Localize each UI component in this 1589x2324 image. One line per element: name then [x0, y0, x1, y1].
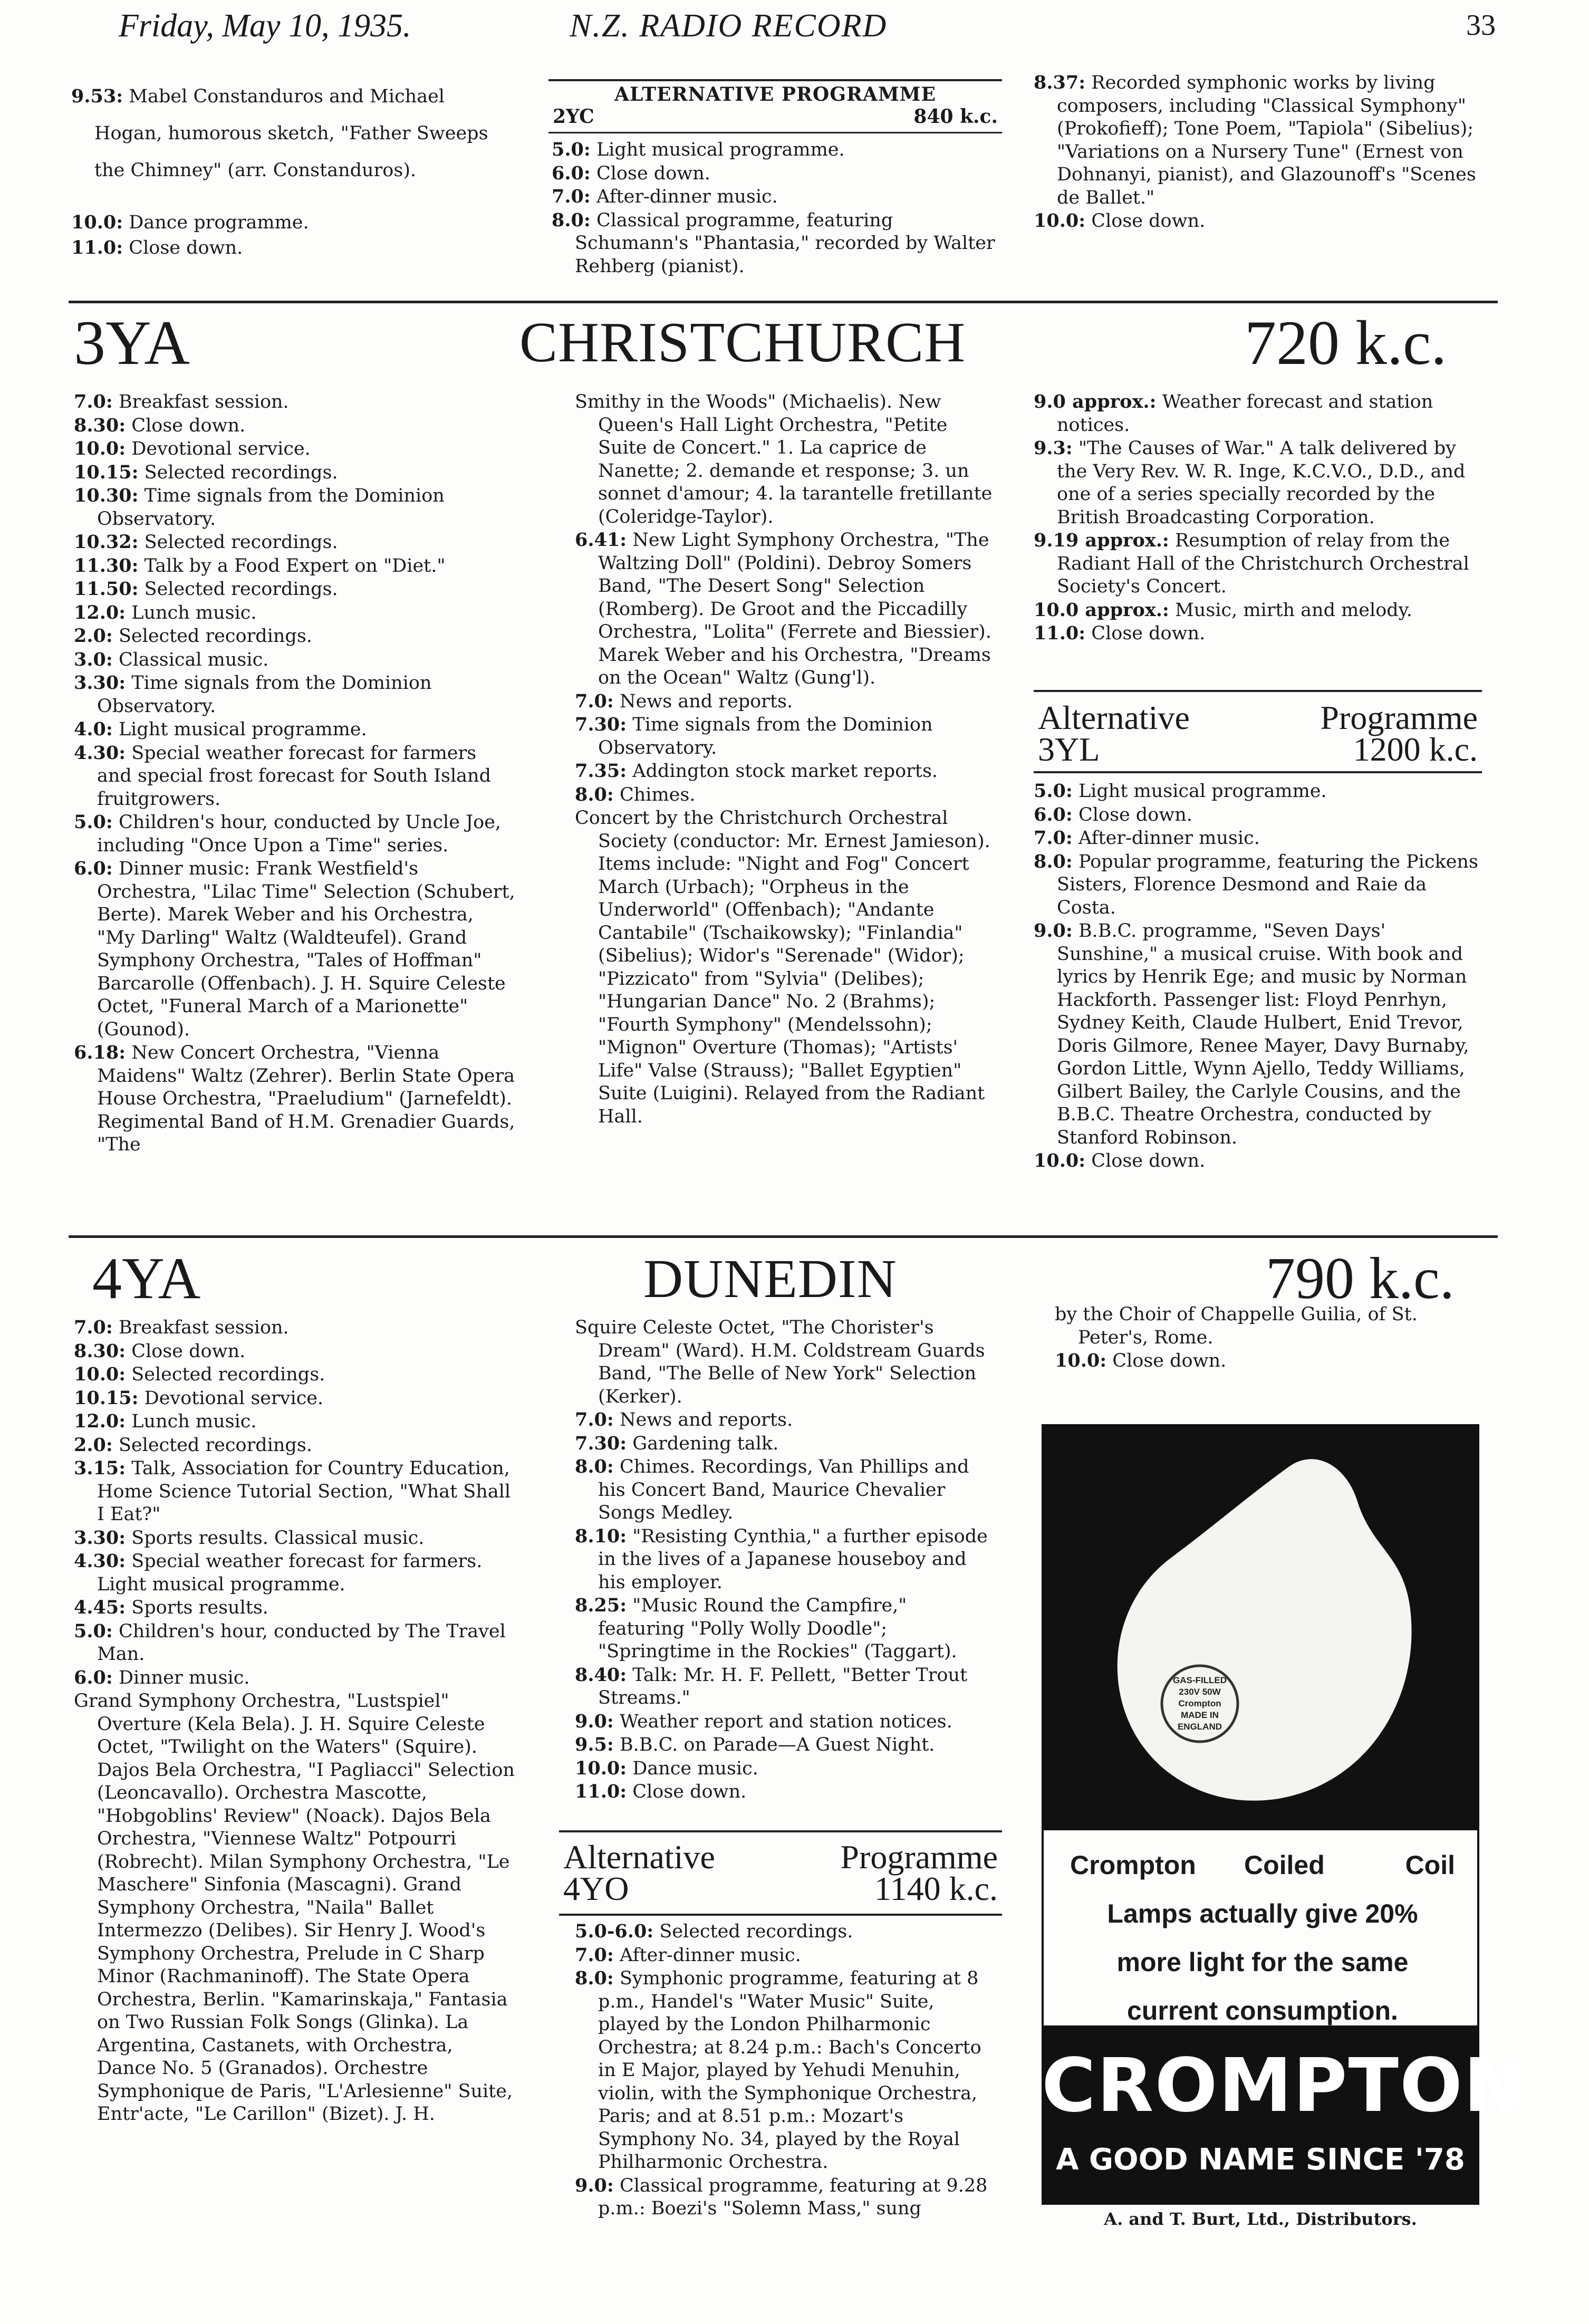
- program-entry: 11.0: Close down.: [1034, 622, 1206, 644]
- program-entry: 4.45: Sports results.: [74, 1597, 268, 1618]
- program-entry: 7.0: After-dinner music.: [1034, 827, 1260, 849]
- paper-title: N.Z. RADIO RECORD: [570, 8, 888, 44]
- station-call-3ya: 3YA: [74, 308, 190, 378]
- program-entry: Squire Celeste Octet, "The Chorister's Dream" (Ward). H.M. Coldstream Guards Band, "The Belle of New York" Selection (Kerker).: [575, 1317, 985, 1407]
- program-entry: 4.30: Special weather forecast for farmers. Light musical programme.: [74, 1550, 483, 1595]
- program-entry: 5.0: Light musical programme.: [1034, 780, 1327, 802]
- alt-4yo-header: [559, 1835, 1002, 1914]
- ad-line-1b: Coiled: [1244, 1850, 1325, 1880]
- alt-2yc-title: ALTERNATIVE PROGRAMME: [614, 83, 936, 105]
- city-dunedin: DUNEDIN: [643, 1249, 897, 1309]
- city-christchurch: CHRISTCHURCH: [519, 311, 966, 374]
- frequency-3ya: 720 k.c.: [1245, 308, 1447, 378]
- frequency-4ya: 790 k.c.: [1266, 1246, 1455, 1311]
- program-entry: 7.0: Breakfast session.: [74, 391, 289, 412]
- program-entry: 2.0: Selected recordings.: [74, 1434, 312, 1456]
- program-entry: 5.0: Light musical programme.: [552, 139, 845, 160]
- top-right-column: [1034, 71, 1482, 233]
- program-entry: 6.0: Close down.: [552, 162, 710, 184]
- program-entry: 8.0: Popular programme, featuring the Pickens Sisters, Florence Desmond and Raie da Costa.: [1034, 850, 1478, 918]
- crompton-logo-panel: [1042, 2025, 1527, 2205]
- alt-4yo-frequency: 1140 k.c.: [874, 1870, 998, 1907]
- program-entry: 9.0: Classical programme, featuring at 9.28 p.m.: Boezi's "Solemn Mass," sung: [575, 2174, 988, 2219]
- program-entry: 4.30: Special weather forecast for farmers and special frost forecast for South Island fruitgrowers.: [74, 742, 491, 810]
- program-entry: 9.0: Weather report and station notices.: [575, 1710, 952, 1732]
- program-entry: 9.19 approx.: Resumption of relay from the Radiant Hall of the Christchurch Orchestral Society's Concert.: [1034, 530, 1469, 597]
- program-entry: 10.0: Dance music.: [575, 1757, 758, 1779]
- program-entry: 9.0: B.B.C. programme, "Seven Days' Sunshine," a musical cruise. With book and lyrics by Henrik Ege; and music by Norman Hackforth. Passenger list: Floyd Penrhyn, Sydney Keith, Claude Hulbert, Enid Trevor, Doris Gilmore, Renee Mayer, Davy Burnaby, Gordon Little, Wynn Ajello, Teddy Williams, Gilbert Bailey, the Carlyle Cousins, and the B.B.C. Theatre Orchestra, conducted by Stanford Robinson.: [1034, 920, 1469, 1148]
- program-entry: 10.32: Selected recordings.: [74, 531, 338, 553]
- alt-3yl-word1: Alternative: [1038, 699, 1190, 736]
- alt-4yo-word2: Programme: [840, 1838, 998, 1876]
- 3ya-column-1: [74, 390, 517, 1157]
- alt-3yl-header: [1034, 695, 1482, 774]
- program-entry: 10.0: Dance programme.: [71, 212, 309, 233]
- alt-4yo-word1: Alternative: [563, 1838, 715, 1876]
- program-entry: 7.0: After-dinner music.: [575, 1944, 801, 1966]
- section-divider: [69, 1235, 1498, 1238]
- distributor-credit: A. and T. Burt, Ltd., Distributors.: [1104, 2209, 1417, 2229]
- program-entry: 7.30: Gardening talk.: [575, 1432, 779, 1454]
- page-number: 33: [1466, 9, 1496, 42]
- ad-line-4: current consumption.: [1127, 1996, 1398, 2025]
- program-entry: 10.0: Close down.: [1034, 1150, 1206, 1171]
- program-entry: 10.0: Close down.: [1055, 1350, 1227, 1371]
- section-divider: [69, 301, 1498, 303]
- program-entry: 6.0: Close down.: [1034, 803, 1192, 825]
- program-entry: 4.0: Light musical programme.: [74, 718, 367, 740]
- program-entry: 8.37: Recorded symphonic works by living composers, including "Classical Symphony" (Prokofieff); Tone Poem, "Tapiola" (Sibelius); "Variations on a Nursery Tune" (Ernest von Dohnanyi, pianist), and Glazounoff's "Scenes de Ballet.": [1034, 72, 1476, 208]
- alt-2yc-frequency: 840 k.c.: [913, 105, 998, 128]
- program-entry: 8.0: Chimes. Recordings, Van Phillips and his Concert Band, Maurice Chevalier Songs Medley.: [575, 1456, 969, 1523]
- alt-4yo-entries: [575, 1920, 1002, 2221]
- 4ya-column-2: [575, 1316, 997, 1804]
- program-entry: 8.0: Classical programme, featuring Schumann's "Phantasia," recorded by Walter Rehberg (pianist).: [552, 209, 995, 277]
- program-entry: Grand Symphony Orchestra, "Lustspiel" Overture (Kela Bela). J. H. Squire Celeste Octet, "Twilight on the Waters" (Squire). Dajos Bela Orchestra, "I Pagliacci" Selection (Leoncavallo). Orchestra Mascotte, "Hobgoblins' Review" (Noack). Dajos Bela Orchestra, "Viennese Waltz" Potpourri (Robrecht). Milan Symphony Orchestra, "Le Maschere" Sinfonia (Mascagni). Grand Symphony Orchestra, "Naila" Ballet Intermezzo (Delibes). Sir Henry J. Wood's Symphony Orchestra, Prelude in C Sharp Minor (Rachmaninoff). The State Opera Orchestra, Berlin. "Kamarinskaja," Fantasia on Two Russian Folk Songs (Glinka). La Argentina, Castanets, with Orchestra, Dance No. 5 (Granados). Orchestre Symphonique de Paris, "L'Arlesienne" Suite, Entr'acte, "Le Carillon" (Bizet). J. H.: [74, 1691, 515, 2125]
- program-entry: 3.0: Classical music.: [74, 648, 269, 670]
- bulb-etching: GAS-FILLED 230V 50W Crompton MADE IN ENGLAND: [1173, 1675, 1227, 1732]
- program-entry: 2.0: Selected recordings.: [74, 625, 312, 647]
- ad-copy-panel: [1042, 1830, 1479, 2025]
- program-entry: by the Choir of Chappelle Guilia, of St. Peter's, Rome.: [1055, 1304, 1418, 1348]
- program-entry: 6.0: Dinner music: Frank Westfield's Orchestra, "Lilac Time" Selection (Schubert, Berte). Marek Weber and his Orchestra, "My Darling" Waltz (Waldteufel). Grand Symphony Orchestra, "Tales of Hoffman" Barcarolle (Offenbach). J. H. Squire Celeste Octet, "Funeral March of a Marionette" (Gounod).: [74, 858, 515, 1040]
- 4ya-column-1: [74, 1316, 517, 2126]
- crompton-advertisement: [1042, 1424, 1527, 2236]
- program-entry: 3.30: Time signals from the Dominion Observatory.: [74, 672, 432, 717]
- program-entry: 9.5: B.B.C. on Parade—A Guest Night.: [575, 1734, 935, 1755]
- program-entry: 5.0: Children's hour, conducted by The Travel Man.: [74, 1620, 506, 1665]
- program-entry: 3.15: Talk, Association for Country Education, Home Science Tutorial Section, "What Shall I Eat?": [74, 1457, 511, 1525]
- program-entry: 10.15: Selected recordings.: [74, 461, 338, 483]
- program-entry: 7.0: Breakfast session.: [74, 1317, 289, 1338]
- program-entry: 8.0: Symphonic programme, featuring at 8 p.m., Handel's "Water Music" Suite, played by the London Philharmonic Orchestra; at 8.24 p.m.: Bach's Concerto in E Major, played by Yehudi Menuhin, violin, with the Symphonique Orchestra, Paris; and at 8.51 p.m.: Mozart's Symphony No. 34, played by the Royal Philharmonic Orchestra.: [575, 1967, 981, 2173]
- ad-line-1a: Crompton: [1070, 1850, 1196, 1880]
- ad-line-2: Lamps actually give 20%: [1107, 1899, 1418, 1928]
- alt-3yl-station: 3YL: [1038, 731, 1100, 768]
- issue-date: Friday, May 10, 1935.: [119, 8, 411, 44]
- program-entry: 11.0: Close down.: [71, 237, 243, 258]
- program-entry: 8.30: Close down.: [74, 414, 246, 436]
- program-entry: 9.53: Mabel Constanduros and Michael Hogan, humorous sketch, "Father Sweeps the Chimney" (arr. Constanduros).: [71, 85, 488, 181]
- lamp-illustration-panel: [1042, 1424, 1479, 1830]
- program-entry: 10.30: Time signals from the Dominion Observatory.: [74, 485, 445, 530]
- program-entry: 10.0: Close down.: [1034, 210, 1206, 232]
- program-entry: 9.3: "The Causes of War." A talk delivered by the Very Rev. W. R. Inge, K.C.V.O., D.D., and one of a series specially recorded by the British Broadcasting Corporation.: [1034, 437, 1466, 528]
- top-left-column: [71, 78, 514, 261]
- program-entry: 10.0: Selected recordings.: [74, 1363, 325, 1385]
- alt-3yl-entries: [1034, 780, 1482, 1173]
- program-entry: 10.15: Devotional service.: [74, 1387, 324, 1409]
- program-entry: 12.0: Lunch music.: [74, 601, 257, 623]
- program-entry: 10.0 approx.: Music, mirth and melody.: [1034, 599, 1412, 621]
- 3ya-column-3: [1034, 390, 1482, 646]
- ad-line-3: more light for the same: [1116, 1947, 1409, 1977]
- program-entry: 6.41: New Light Symphony Orchestra, "The Waltzing Doll" (Poldini). Debroy Somers Band, "The Desert Song" Selection (Romberg). De Groot and the Piccadilly Orchestra, "Lolita" (Ferrete and Biessier). Marek Weber and his Orchestra, "Dreams on the Ocean" Waltz (Gung'l).: [575, 529, 991, 688]
- program-entry: 7.30: Time signals from the Dominion Observatory.: [575, 714, 933, 758]
- program-entry: 7.35: Addington stock market reports.: [575, 760, 938, 782]
- program-entry: 8.0: Chimes.: [575, 783, 696, 805]
- program-entry: 5.0: Children's hour, conducted by Uncle Joe, including "Once Upon a Time" series.: [74, 811, 502, 856]
- ad-line-1c: Coil: [1405, 1850, 1455, 1880]
- alt-3yl-frequency: 1200 k.c.: [1353, 731, 1478, 768]
- program-entry: 9.0 approx.: Weather forecast and station notices.: [1034, 391, 1433, 436]
- program-entry: 7.0: News and reports.: [575, 690, 793, 712]
- 4ya-column-3: [1055, 1303, 1482, 1373]
- program-entry: 8.40: Talk: Mr. H. F. Pellett, "Better Trout Streams.": [575, 1664, 968, 1708]
- page-header: [0, 0, 1589, 53]
- alt-2yc-station: 2YC: [553, 105, 594, 128]
- station-call-4ya: 4YA: [92, 1246, 201, 1311]
- program-entry: 11.50: Selected recordings.: [74, 578, 338, 600]
- program-entry: 8.30: Close down.: [74, 1340, 246, 1362]
- program-entry: 3.30: Sports results. Classical music.: [74, 1526, 425, 1549]
- program-entry: 8.10: "Resisting Cynthia," a further episode in the lives of a Japanese houseboy and his employer.: [575, 1525, 988, 1593]
- alt-3yl-word2: Programme: [1320, 699, 1478, 736]
- crompton-logo: CROMPTON: [1042, 2043, 1527, 2129]
- program-entry: 11.30: Talk by a Food Expert on "Diet.": [74, 554, 446, 577]
- program-entry: 8.25: "Music Round the Campfire," featuring "Polly Wolly Doodle"; "Springtime in the Rockies" (Taggart).: [575, 1595, 957, 1662]
- 3ya-column-2: [575, 390, 997, 1128]
- program-entry: 7.0: After-dinner music.: [552, 186, 778, 207]
- crompton-tagline: A GOOD NAME SINCE '78: [1056, 2143, 1465, 2177]
- program-entry: 12.0: Lunch music.: [74, 1410, 257, 1432]
- program-entry: 11.0: Close down.: [575, 1781, 747, 1802]
- program-entry: 6.0: Dinner music.: [74, 1666, 250, 1688]
- program-entry: Concert by the Christchurch Orchestral Society (conductor: Mr. Ernest Jamieson). Items include: "Night and Fog" Concert March (Urbach); "Orpheus in the Underworld" (Offenbach); "Andante Cantabile" (Tschaikowsky); "Finlandia" (Sibelius); Widor's "Serenade" (Widor); "Pizzicato" from "Sylvia" (Delibes); "Hungarian Dance" No. 2 (Brahms); "Fourth Symphony" (Mendelssohn); "Mignon" Overture (Thomas); "Artists' Life" Valse (Strauss); "Ballet Egyptien" Suite (Luigini). Relayed from the Radiant Hall.: [575, 808, 990, 1127]
- program-entry: Smithy in the Woods" (Michaelis). New Queen's Hall Light Orchestra, "Petite Suite de Concert." 1. La caprice de Nanette; 2. demande et response; 3. un sonnet d'amour; 4. la tarantelle fretillante (Coleridge-Taylor).: [575, 391, 993, 527]
- lamp-bulb-icon: [1042, 1424, 1479, 1830]
- program-entry: 5.0-6.0: Selected recordings.: [575, 1920, 853, 1942]
- alt-4yo-station: 4YO: [563, 1870, 629, 1907]
- program-entry: 7.0: News and reports.: [575, 1409, 793, 1430]
- program-entry: 6.18: New Concert Orchestra, "Vienna Maidens" Waltz (Zehrer). Berlin State Opera House Orchestra, "Praeludium" (Jarnefeldt). Regimental Band of H.M. Grenadier Guards, "The: [74, 1042, 515, 1155]
- program-entry: 10.0: Devotional service.: [74, 438, 311, 459]
- alt-2yc-box: [548, 79, 1002, 278]
